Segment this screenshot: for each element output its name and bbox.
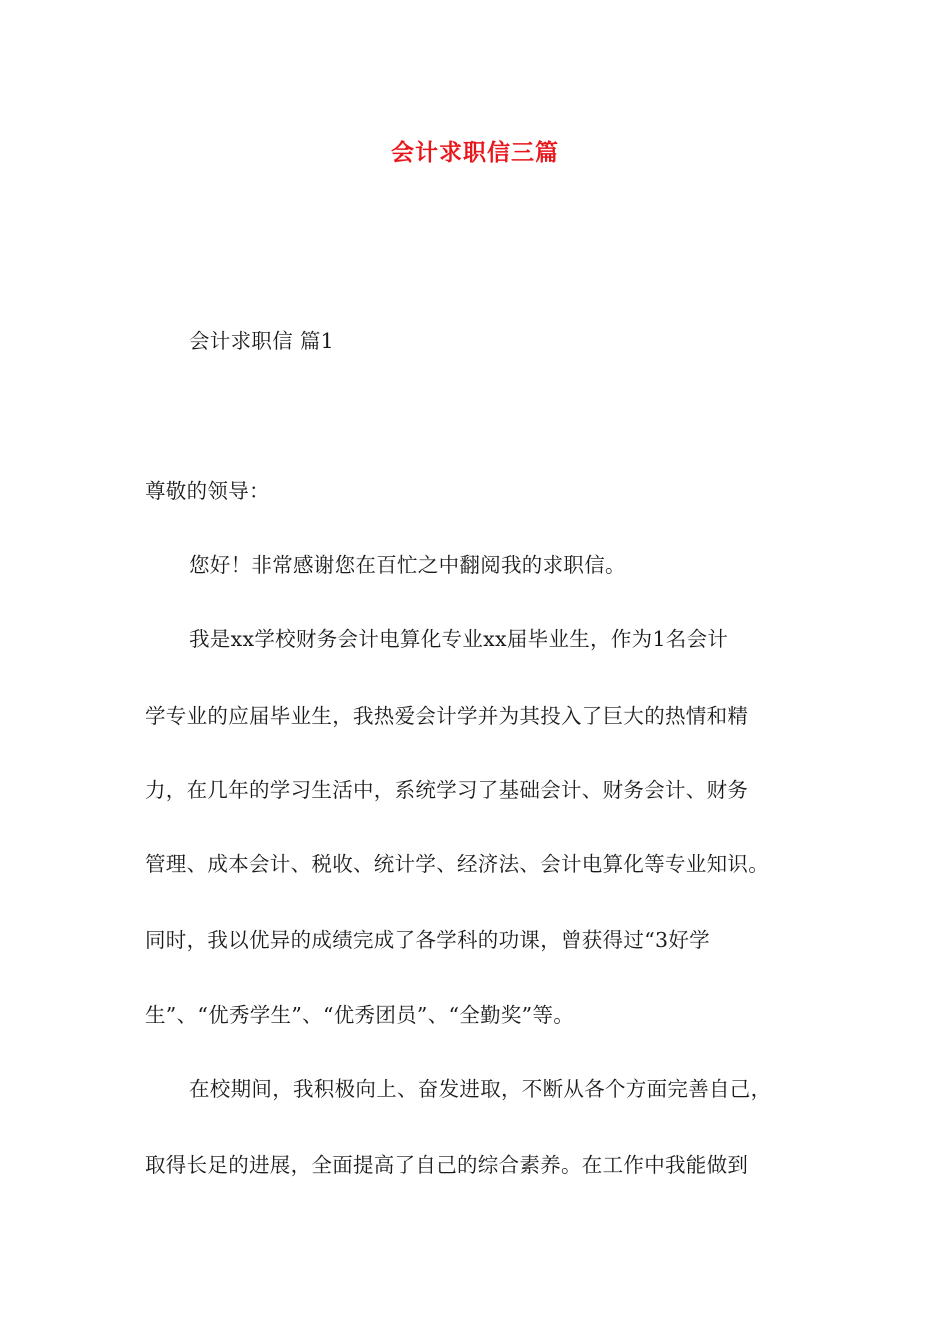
body-line: 我是xx学校财务会计电算化专业xx届毕业生，作为1名会计 [189, 627, 729, 651]
body-line: 取得长足的进展，全面提高了自己的综合素养。在工作中我能做到 [145, 1153, 749, 1177]
body-line: 生”、“优秀学生”、“优秀团员”、“全勤奖”等。 [145, 1003, 575, 1027]
body-line: 在校期间，我积极向上、奋发进取，不断从各个方面完善自己， [189, 1077, 772, 1101]
body-line: 您好！非常感谢您在百忙之中翻阅我的求职信。 [189, 553, 626, 577]
section-heading: 会计求职信 篇1 [189, 329, 334, 353]
body-line: 学专业的应届毕业生，我热爱会计学并为其投入了巨大的热情和精 [145, 704, 749, 728]
body-line: 管理、成本会计、税收、统计学、经济法、会计电算化等专业知识。 [145, 852, 769, 876]
salutation: 尊敬的领导： [145, 479, 270, 503]
body-line: 力，在几年的学习生活中，系统学习了基础会计、财务会计、财务 [145, 778, 749, 802]
document-title: 会计求职信三篇 [391, 140, 559, 166]
body-line: 同时，我以优异的成绩完成了各学科的功课，曾获得过“3好学 [145, 928, 710, 952]
